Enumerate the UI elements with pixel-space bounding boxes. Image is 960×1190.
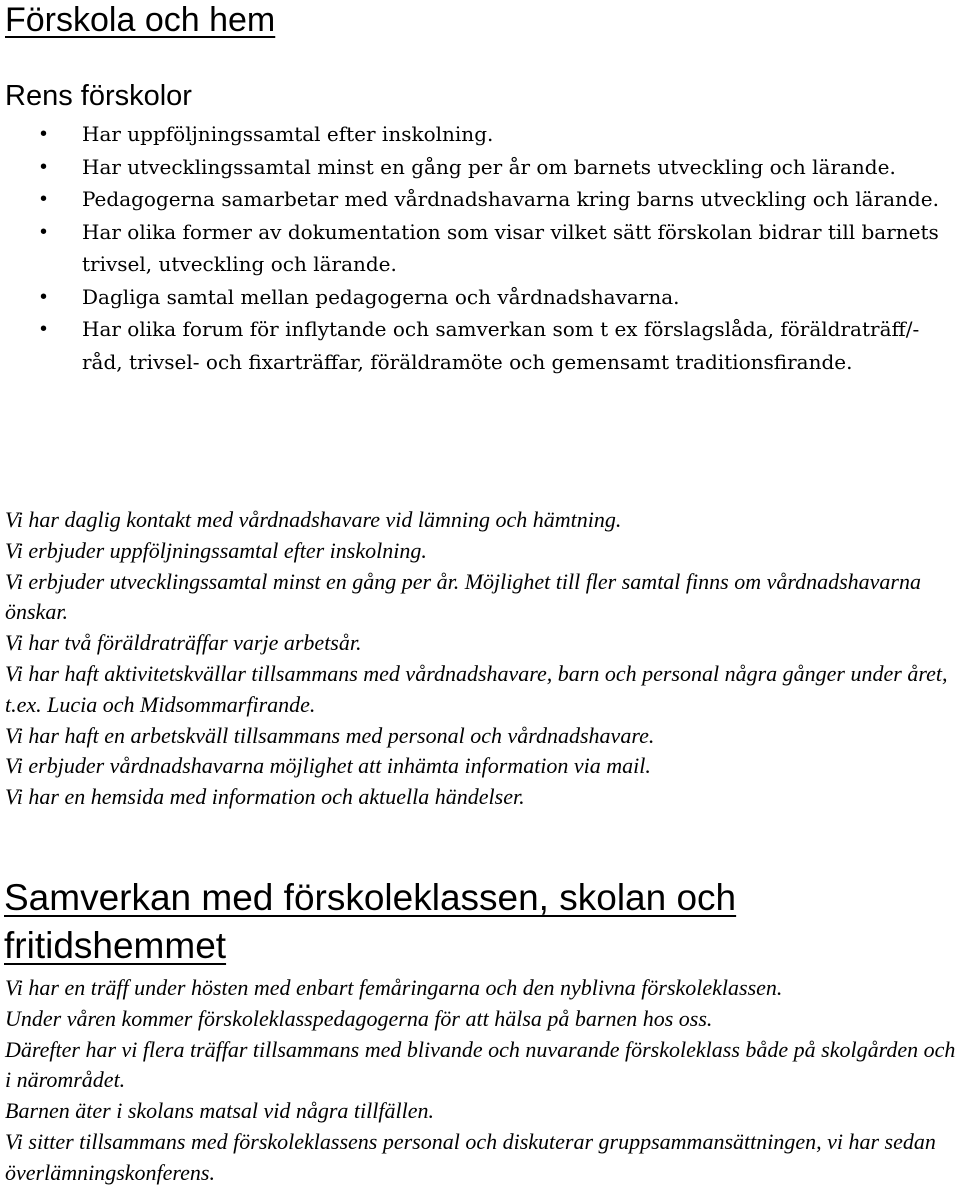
paragraph: Under våren kommer förskoleklasspedagogerna för att hälsa på barnen hos oss. xyxy=(5,1005,713,1031)
bullet-item: • Har utvecklingssamtal minst en gång per år om barnets utveckling och lärande. xyxy=(0,151,955,184)
paragraph: Vi har två föräldraträffar varje arbetsår. xyxy=(5,630,362,656)
section-heading-rens-forskolor: Rens förskolor xyxy=(5,80,192,112)
contact-paragraphs xyxy=(5,505,955,813)
paragraph: Vi har en hemsida med information och aktuella händelser. xyxy=(5,784,525,810)
paragraph: Vi har haft en arbetskväll tillsammans med personal och vårdnadshavare. xyxy=(5,722,655,748)
paragraph: Barnen äter i skolans matsal vid några tillfällen. xyxy=(5,1098,434,1124)
bullet-item: • Har olika forum för inflytande och samverkan som t ex förslagslåda, föräldraträff/-råd, trivsel- och fixarträffar, föräldramöte och gemensamt traditionsfirande. xyxy=(0,313,955,378)
samverkan-paragraphs xyxy=(5,973,960,1189)
paragraph: Vi sitter tillsammans med förskoleklassens personal och diskuterar gruppsammansättningen, vi har sedan överlämningskonferens. xyxy=(5,1128,936,1185)
bullet-item: • Pedagogerna samarbetar med vårdnadshavarna kring barns utveckling och lärande. xyxy=(0,183,955,216)
paragraph: Vi erbjuder uppföljningssamtal efter inskolning. xyxy=(5,537,427,563)
paragraph: Vi har en träff under hösten med enbart femåringarna och den nyblivna förskoleklassen. xyxy=(5,975,783,1000)
paragraph: Vi erbjuder vårdnadshavarna möjlighet att inhämta information via mail. xyxy=(5,753,651,779)
bullet-list xyxy=(0,118,955,378)
paragraph: Därefter har vi flera träffar tillsammans med blivande och nuvarande förskoleklass både på skolgården och i närområdet. xyxy=(5,1036,956,1093)
bullet-item: • Har olika former av dokumentation som visar vilket sätt förskolan bidrar till barnets trivsel, utveckling och lärande. xyxy=(0,216,955,281)
page-title: Förskola och hem xyxy=(5,1,276,39)
paragraph: Vi har daglig kontakt med vårdnadshavare vid lämning och hämtning. xyxy=(5,507,622,532)
section-heading-samverkan: Samverkan med förskoleklassen, skolan och fritidshemmet xyxy=(4,877,737,966)
bullet-item: • Dagliga samtal mellan pedagogerna och vårdnadshavarna. xyxy=(0,281,955,314)
paragraph: Vi har haft aktivitetskvällar tillsammans med vårdnadshavare, barn och personal några gånger under året, t.ex. Lucia och Midsommarfirande. xyxy=(5,660,948,717)
bullet-item: • Har uppföljningssamtal efter inskolning. xyxy=(0,118,955,151)
paragraph: Vi erbjuder utvecklingssamtal minst en gång per år. Möjlighet till fler samtal finns om vårdnadshavarna önskar. xyxy=(5,568,921,625)
